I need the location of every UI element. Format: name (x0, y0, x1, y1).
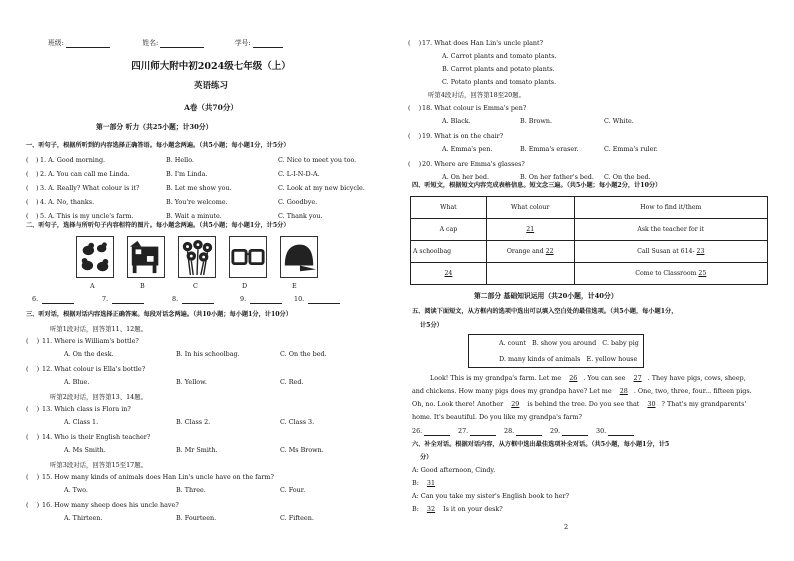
id-label: 学号: (234, 39, 251, 48)
exam-page: 班级: 姓名: 学号: 四川师大附中初2024级七年级（上） 英语练习 A卷（共70分） 第一部分 听力（共25小题；计30分） 一、听句子，根据所听到的内容选择正确答语。每小题念两遍。（共5小题；每小题1分，计5分） ( ) 1. A. Good morning. B. Hello. C. Nice to meet you too. ( ) 2. A. You can call me Linda. B. I'm Linda. C. L-I-N-D-A. ( ) 3. A. Really? What colour is it? B. Let me show you. C. Look at my new bicycle. ( ) 4. A. No, thanks. B. You're welcome. C. Goodbye. ( ) 5. A. This is my uncle's farm. B. Wait a minute. C. Thank you. 二、听句子，选择与所听句子内容相符的图片。每小题念两遍。（共5小题；每小题1分，计5分） A B C D E 6. 7. 8. 9. 10. 三、听对话，根据对话内容选择正确答案。每段对话念两遍。（共10小题；每小题1分，计10分） 听第1段对话，回答第11、12题。 ( ) 11. Where is William's bottle? A. On the desk. B. In his schoolbag. C. On the bed. ( ) 12. What colour is Ella's bottle? A. Blue. B. Yellow. C. Red. 听第2段对话，回答第13、14题。 ( ) 13. Which class is Flora in? A. Class 1. B. Class 2. C. Class 3. ( ) 14. Who is their English teacher? A. Ms Smith. B. Mr Smith. C. Ms Brown. 听第3段对话，回答第15至17题。 ( ) 15. How many kinds of animals does Han Lin's uncle have on the farm? A. Two. B. Three. C. Four. ( ) 16. How many sheep does his uncle have? A. Thirteen. B. Fourteen. C. Fifteen. ( ) 17. What does Han Lin's uncle plant? A. Carrot plants and tomato plants. B. Carrot plants and potato plants. C. Potato plants and tomato plants. 听第4段对话，回答第18至20题。 ( ) 18. What colour is Emma's pen? A. Black. B. Brown. C. White. ( ) 19. What is on the chair? A. Emma's pen. B. Emma's eraser. C. Emma's ruler. ( ) 20. Where are Emma's glasses? A. On her bed. B. On her father's bed. C. On the bed. 四、听短文，根据短文内容完成表格信息。短文念三遍。（共5小题；每小题2分，计10分） What What colour How to find it/them A cap 21 Ask the teacher for it A schoolbag Orange and 22 Call Susan at 614- 23 24 Come to Classroom 25 第二部分 基础知识运用（共20小题，计40分） 五、阅读下面短文，从方框内的选项中选出可以填入空白处的最佳选项。（共5小题，每小题1分， 计5分） A. count B. show you around C. baby pig D. many kinds of animals E. yellow house Look! This is my grandpa's farm. Let me 26 . You can see 27 . They have pigs, cows, sheep, and chickens. How many pigs does my grandpa have? Let me 28 . One, two, three, four... fifteen pigs. Oh, no. Look there! Another 29 is behind the tree. Do you see that 30 ? That's my grandparents' home. It's beautiful. Do you like my grandpa's farm? 26. 27. 28. 29. 30. 六、补全对话。根据对话内容，从方框中选出最佳选项补全对话。（共5小题，每小题1分，计5 分） A: Good afternoon, Cindy. B: 31 A: Can you take my sister's English book to her? B: 32 Is it on your desk? 2 (0, 0, 794, 561)
options-box (468, 334, 644, 368)
class-field[interactable] (66, 40, 110, 48)
dialog-line-3: A: Can you take my sister's English book to her? (412, 492, 569, 500)
passage-line-2: and chickens. How many pigs does my grandpa have? Let me 28 . One, two, three, four... fifteen pigs. (412, 387, 752, 395)
list-item: ( ) 3. A. Really? What colour is it? B. Let me show you. C. Look at my new bicycle. (26, 184, 365, 192)
dialog-line-2: B: 31 (412, 479, 436, 487)
dialog1-instruction: 听第1段对话，回答第11、12题。 (50, 325, 148, 333)
section1-list (26, 157, 386, 227)
answer-blank[interactable] (42, 296, 74, 304)
list-item: ( ) 2. A. You can call me Linda. B. I'm Linda. C. L-I-N-D-A. (26, 170, 320, 178)
question-16: 16. How many sheep does his uncle have? (42, 501, 179, 509)
section5-title-b: 计5分） (420, 322, 443, 329)
list-item: ( ) 1. A. Good morning. B. Hello. C. Nice to meet you too. (26, 156, 357, 164)
answer-blank[interactable] (250, 296, 282, 304)
question-11: 11. Where is William's bottle? (42, 337, 139, 345)
answer-blank[interactable] (470, 428, 496, 436)
passage-line-4: home. It's beautiful. Do you like my grandpa's farm? (412, 413, 582, 421)
dialog-line-1: A: Good afternoon, Cindy. (412, 466, 496, 474)
table-row: What What colour How to find it/them (411, 197, 768, 219)
dialog3-instruction: 听第3段对话，回答第15至17题。 (50, 461, 148, 469)
chicks-icon (77, 237, 113, 277)
answer-blank[interactable] (516, 428, 542, 436)
picture-b-cow (127, 236, 165, 278)
answer-blank[interactable] (608, 428, 634, 436)
question-20: 20. Where are Emma's glasses? (422, 160, 525, 168)
answer-blank[interactable] (308, 296, 340, 304)
picture-c-flowers (178, 236, 216, 278)
options-row-2: D. many kinds of animals E. yellow house (499, 355, 638, 363)
picture-letter-c: C (193, 282, 198, 290)
section6-title-b: 分） (420, 454, 433, 461)
picture-letter-b: B (140, 282, 145, 290)
picture-e-cap (280, 236, 318, 278)
picture-a-chicks (76, 236, 114, 278)
section1-title: 一、听句子，根据所听到的内容选择正确答语。每小题念两遍。（共5小题；每小题1分，计5分） (26, 142, 290, 149)
list-item: ( ) 5. A. This is my uncle's farm. B. Wait a minute. C. Thank you. (26, 212, 323, 220)
student-info-line (48, 40, 283, 48)
passage-line-3: Oh, no. Look there! Another 29 is behind the tree. Do you see that 30 ? That's my grandparents' (412, 400, 747, 408)
options-row-1: A. count B. show you around C. baby pig (499, 339, 639, 347)
answer-blank[interactable] (112, 296, 144, 304)
glasses-icon (230, 237, 266, 277)
subject-title: 英语练习 (193, 81, 228, 91)
info-table (410, 196, 768, 285)
volume-title: A卷（共70分） (184, 103, 238, 112)
id-field[interactable] (253, 40, 283, 48)
question-15: 15. How many kinds of animals does Han Lin's uncle have on the farm? (42, 473, 274, 481)
part2-title: 第二部分 基础知识运用（共20小题，计40分） (474, 292, 618, 300)
section4-title: 四、听短文，根据短文内容完成表格信息。短文念三遍。（共5小题；每小题2分，计10分） (412, 182, 662, 189)
list-item: ( ) 4. A. No, thanks. B. You're welcome. C. Goodbye. (26, 198, 318, 206)
picture-d-glasses (229, 236, 267, 278)
section3-title: 三、听对话，根据对话内容选择正确答案。每段对话念两遍。（共10小题；每小题1分，计10分） (26, 311, 292, 318)
question-14: 14. Who is their English teacher? (42, 433, 151, 441)
name-label: 姓名: (142, 39, 159, 48)
dialog2-instruction: 听第2段对话，回答第13、14题。 (50, 393, 148, 401)
school-title: 四川师大附中初2024级七年级（上） (131, 61, 291, 72)
section6-title-a: 六、补全对话。根据对话内容，从方框中选出最佳选项补全对话。（共5小题，每小题1分，计5 (412, 441, 670, 448)
dialog-line-4: B: 32 Is it on your desk? (412, 505, 503, 513)
class-label: 班级: (48, 39, 64, 48)
answer-blank[interactable] (562, 428, 588, 436)
passage-line-1: Look! This is my grandpa's farm. Let me 26 . You can see 27 . They have pigs, cows, sheep, (430, 374, 746, 382)
section2-title: 二、听句子，选择与所听句子内容相符的图片。每小题念两遍。（共5小题；每小题1分，计5分） (26, 222, 290, 229)
section3-body: 听第1段对话，回答第11、12题。 ( ) 11. Where is William's bottle? A. On the desk. B. In his schoolbag. C. On the bed. ( ) 12. What colour is Ella's bottle? A. Blue. B. Yellow. C. Red. 听第2段对话，回答第13、14题。 ( ) 13. Which class is Flora in? A. Class 1. B. Class 2. C. Class 3. ( ) 14. Who is their English teacher? A. Ms Smith. B. Mr Smith. C. Ms Brown. 听第3段对话，回答第15至17题。 ( ) 15. How many kinds of animals does Han Lin's uncle have on the farm? A. Two. B. Three. C. Four. ( ) 16. How many sheep does his uncle have? A. Thirteen. B. Fourteen. C. Fifteen. (26, 325, 327, 522)
picture-letter-a: A (90, 282, 95, 290)
flowers-icon (179, 237, 215, 277)
question-19: 19. What is on the chair? (422, 132, 504, 140)
cap-icon (281, 237, 317, 277)
table-row: A schoolbag Orange and 22 Call Susan at 614- 23 (411, 241, 768, 263)
name-field[interactable] (160, 40, 204, 48)
picture-letter-d: D (242, 282, 248, 290)
question-13: 13. Which class is Flora in? (42, 405, 131, 413)
cow-icon (128, 237, 164, 277)
answer-blank[interactable] (424, 428, 450, 436)
question-17: 17. What does Han Lin's uncle plant? (422, 39, 544, 47)
section5-title-a: 五、阅读下面短文，从方框内的选项中选出可以填入空白处的最佳选项。（共5小题，每小题1分， (412, 308, 678, 315)
question-12: 12. What colour is Ella's bottle? (42, 365, 146, 373)
page-number: 2 (564, 523, 569, 531)
question-18: 18. What colour is Emma's pen? (422, 104, 527, 112)
dialog4-instruction: 听第4段对话，回答第18至20题。 (428, 91, 526, 99)
part1-title: 第一部分 听力（共25小题；计30分） (96, 123, 213, 131)
table-row: A cap 21 Ask the teacher for it (411, 219, 768, 241)
table-row: 24 Come to Classroom 25 (411, 263, 768, 285)
picture-letter-e: E (292, 282, 297, 290)
answer-blank[interactable] (182, 296, 214, 304)
questions-17-20: ( ) 17. What does Han Lin's uncle plant? A. Carrot plants and tomato plants. B. Carrot plants and potato plants. C. Potato plants and tomato plants. 听第4段对话，回答第18至20题。 ( ) 18. What colour is Emma's pen? A. Black. B. Brown. C. White. ( ) 19. What is on the chair? A. Emma's pen. B. Emma's eraser. C. Emma's ruler. ( ) 20. Where are Emma's glasses? A. On her bed. B. On her father's bed. C. On the bed. (408, 39, 658, 181)
